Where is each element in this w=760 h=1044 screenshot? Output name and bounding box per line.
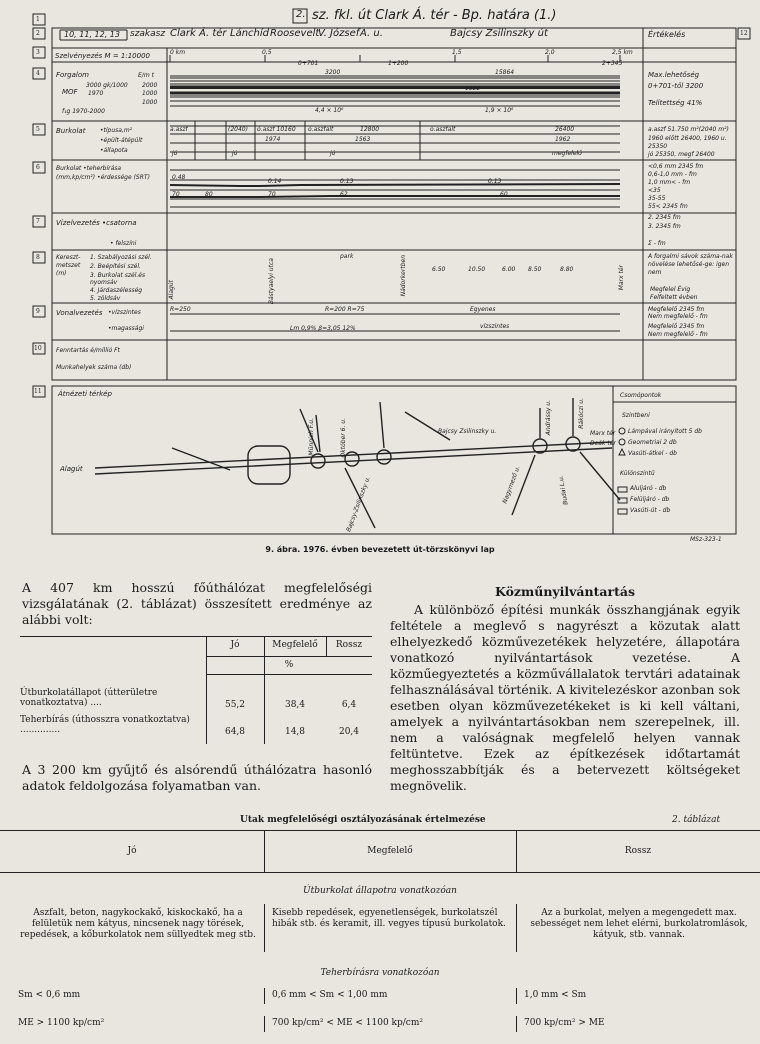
map-label: Átnézeti térkép bbox=[58, 390, 112, 398]
mof-label: MOF bbox=[62, 88, 78, 96]
legend-item: Különszintű bbox=[620, 470, 655, 477]
criteria-cell: 1,0 mm < Sm bbox=[524, 990, 587, 1000]
forgalom-unit: E/m t bbox=[138, 72, 154, 79]
col-header-rossz: Rossz bbox=[335, 640, 363, 650]
vizelvezetes-sub: • felszíni bbox=[110, 240, 137, 247]
table-row-label: Útburkolatállapot (útterületre vonatkoztatva) .... bbox=[20, 688, 158, 708]
burkolat-value: jó bbox=[172, 150, 178, 157]
forgalom-unit: 1000 bbox=[142, 90, 158, 97]
map-street: Bajcsy-Zsilinszky u. bbox=[345, 475, 372, 533]
keresztmetszet-label: Kereszt-metszet (m) bbox=[56, 254, 81, 277]
section-name: A. u. bbox=[360, 28, 383, 39]
keresztmetszet-mark: park bbox=[340, 253, 354, 260]
fenntartas-label: Fenntartás é/millió Ft bbox=[56, 347, 120, 354]
section-name: Roosevelt bbox=[270, 28, 320, 39]
forgalom-value: 15864 bbox=[495, 69, 515, 76]
section-name: Lánchíd bbox=[230, 28, 269, 39]
outro-paragraph: A 3 200 km gyűjtő és alsórendű úthálózatra hasonló adatok feldolgozása folyamatban van. bbox=[22, 762, 372, 793]
vonalvezetes-value: R=250 bbox=[170, 306, 191, 313]
map-street: Október 6. u. bbox=[340, 418, 347, 458]
teherbiras-eval: 35-55 bbox=[648, 195, 666, 202]
forgalom-value: 3200 bbox=[325, 69, 341, 76]
keresztmetszet-mark: Alagút bbox=[168, 280, 175, 300]
table-cell: 64,8 bbox=[224, 727, 246, 737]
row-number: 7 bbox=[36, 218, 40, 225]
vonalvezetes-eval: Nem megfelelő - fm bbox=[648, 331, 708, 338]
criteria-cell: ME > 1100 kp/cm² bbox=[18, 1018, 105, 1028]
teherbiras-eval: <0,6 mm 2345 fm bbox=[648, 163, 704, 170]
row-number: 11 bbox=[34, 388, 42, 395]
legend-item: Aluljáró - db bbox=[630, 485, 667, 492]
forgalom-unit: 2000 bbox=[142, 82, 158, 89]
keresztmetszet-num: 6.00 bbox=[502, 266, 516, 273]
km-tick: 1+200 bbox=[388, 60, 409, 67]
sheet-title: sz. fkl. út Clark Á. tér - Bp. határa (1.) bbox=[312, 8, 557, 23]
teherbiras-value: 62 bbox=[340, 191, 348, 198]
teherbiras-eval: <35 bbox=[648, 187, 661, 194]
burkolat-value: 1974 bbox=[265, 136, 281, 143]
teherbiras-value: 70 bbox=[268, 191, 276, 198]
fig-label: f₁g 1970-2000 bbox=[62, 108, 105, 115]
teherbiras-value: 60 bbox=[500, 191, 508, 198]
col-header-megfelelo: Megfelelő bbox=[272, 640, 318, 650]
teherbiras-eval: 0,6-1,0 mm - fm bbox=[648, 171, 697, 178]
map-street: Alagút bbox=[60, 465, 83, 473]
burkolat-value: ó.aszf 10160 bbox=[257, 126, 296, 133]
classification-table bbox=[0, 812, 760, 1044]
forgalom-eval: Max.lehetőség bbox=[648, 71, 700, 79]
keresztmetszet-mark: Marx tér bbox=[618, 265, 625, 291]
row-number: 2 bbox=[36, 30, 40, 37]
vonalvezetes-value: vízszintes bbox=[480, 323, 510, 330]
burkolat-row: •állapota bbox=[100, 147, 128, 154]
title-box-number: 2. bbox=[296, 9, 306, 20]
legend-title: Csomópontok bbox=[620, 392, 662, 399]
intro-paragraph: A 407 km hosszú főúthálózat megfelelőségi vizsgálatának (2. táblázat) összesített eredménye az alábbi volt: bbox=[22, 580, 372, 627]
keresztmetszet-item: 5. zöldsáv bbox=[90, 295, 121, 302]
teherbiras-eval: 55< 2345 fm bbox=[648, 203, 688, 210]
teherbiras-label: Burkolat •teherbírása (mm,kp/cm²) •érdessége (SRT) bbox=[56, 165, 150, 181]
forgalom-unit: 1000 bbox=[142, 99, 158, 106]
section-heading: Közműnyilvántartás bbox=[494, 584, 635, 599]
burkolat-value: a.aszf bbox=[170, 126, 188, 133]
km-tick: 2,0 bbox=[545, 49, 555, 56]
burkolat-value: ö.aszfalt bbox=[308, 126, 334, 133]
szelvenyezes-label: Szelvényezés M = 1:10000 bbox=[55, 52, 150, 60]
sheet-stamp: MSz-323-1 bbox=[690, 536, 722, 543]
section-name: Clark Á. tér bbox=[170, 28, 227, 39]
legend-item: Szintbeni bbox=[622, 412, 650, 419]
forgalom-value: 4,4 × 10⁶ bbox=[315, 107, 344, 114]
criteria-cell: 700 kp/cm² < ME < 1100 kp/cm² bbox=[272, 1018, 423, 1028]
vonalvezetes-value: Egyenes bbox=[470, 306, 496, 313]
vizelvezetes-label: Vízelvezetés •csatorna bbox=[56, 219, 137, 227]
km-tick: 0+701 bbox=[298, 60, 319, 67]
burkolat-value: ö.aszfalt bbox=[430, 126, 456, 133]
right-paragraph: A különböző építési munkák összhangjának egyik feltétele a meglevő s nagyrészt a közutak alatt elhelyezkedő közművezetékek helyzetére, állapotára vonatkozó nyilvántartások vezetése. A közműegyeztetés a közművállalatok tervtári adatainak felhasználásával történik. A kivitelezéskor azonban sok esetben olyan közművezetékeket is ki kell váltani, amelyek a nyilvántartásokban nem szerepelnek, ill. nem a valóságnak megfelelő helyen vannak feltüntetve. Ezek az építkezések időtartamát meghosszabbítják és a betervezett költségeket megnövelik. bbox=[390, 602, 740, 793]
row-number: 9 bbox=[36, 308, 40, 315]
keresztmetszet-eval: Megfelel Évig bbox=[650, 286, 691, 293]
km-tick: 0,5 bbox=[262, 49, 272, 56]
table-row-label: Teherbírás (úthosszra vonatkoztatva) .............. bbox=[20, 715, 190, 735]
legend-item: Vasúti-út - db bbox=[630, 507, 671, 514]
section-label: Útburkolat állapotra vonatkozóan bbox=[303, 886, 457, 896]
keresztmetszet-num: 8.50 bbox=[528, 266, 542, 273]
section-name: V. József bbox=[318, 28, 360, 39]
burkolat-value: 12800 bbox=[360, 126, 380, 133]
forgalom-unit: 3000 gk/1000 bbox=[86, 82, 128, 89]
vonalvezetes-sub: •magassági bbox=[108, 325, 144, 332]
teherbiras-value: 80 bbox=[205, 191, 213, 198]
km-tick: 1,5 bbox=[452, 49, 462, 56]
ertekeles-header: Értékelés bbox=[648, 30, 686, 39]
km-tick: 2+345 bbox=[602, 60, 623, 67]
keresztmetszet-mark: Nádorkertben bbox=[400, 255, 407, 297]
legend-item: Geometriai 2 db bbox=[628, 439, 677, 446]
map-street: Bajcsy Zsilinszky u. bbox=[438, 428, 497, 435]
map-street: Deák tér bbox=[590, 440, 616, 447]
row-number: 6 bbox=[36, 164, 40, 171]
forgalom-eval: Telítettség 41% bbox=[648, 99, 703, 107]
keresztmetszet-num: 6.50 bbox=[432, 266, 446, 273]
burkolat-label: Burkolat bbox=[56, 127, 86, 135]
criteria-cell: 0,6 mm < Sm < 1,00 mm bbox=[272, 990, 388, 1000]
figure-caption: 9. ábra. 1976. évben bevezetett út-törzskönyvi lap bbox=[265, 545, 495, 554]
vonalvezetes-eval: Megfelelő 2345 fm bbox=[648, 306, 705, 313]
legend-item: Lámpával irányított 5 db bbox=[628, 428, 702, 435]
burkolat-eval: 1960 előtt 26400, 1960 u. bbox=[648, 135, 727, 142]
summary-table bbox=[20, 636, 372, 748]
teherbiras-eval: 3. 2345 fm bbox=[648, 223, 681, 230]
forgalom-value: 1322 bbox=[465, 85, 481, 92]
header-megfelelo: Megfelelő bbox=[367, 846, 413, 856]
burkolat-value: jó bbox=[232, 150, 238, 157]
vonalvezetes-sub: •vízszintes bbox=[108, 309, 141, 316]
teherbiras-value: 70 bbox=[172, 191, 180, 198]
burkolat-value: jó bbox=[330, 150, 336, 157]
forgalom-eval: 0+701-től 3200 bbox=[648, 82, 704, 90]
table-cell: 55,2 bbox=[224, 700, 246, 710]
table-cell: 6,4 bbox=[341, 700, 357, 710]
section-name: Bajcsy Zsilinszky út bbox=[450, 28, 548, 39]
burkolat-value: 1563 bbox=[355, 136, 371, 143]
header-rossz: Rossz bbox=[624, 846, 652, 856]
burkolat-eval: a.aszf 51.750 m²(2040 m²) bbox=[648, 126, 729, 133]
section-label: Teherbírásra vonatkozóan bbox=[320, 968, 440, 978]
burkolat-row: •épült-átépült bbox=[100, 137, 143, 144]
row-number: 8 bbox=[36, 254, 40, 261]
szakasz-label: szakasz bbox=[130, 29, 166, 39]
criteria-cell: 700 kp/cm² > ME bbox=[524, 1018, 605, 1028]
map-street: Budai L.u. bbox=[557, 474, 570, 506]
col-header-jo: Jó bbox=[230, 640, 240, 650]
keresztmetszet-num: 8.80 bbox=[560, 266, 574, 273]
table-cell: 20,4 bbox=[338, 727, 360, 737]
forgalom-unit: 1970 bbox=[88, 90, 104, 97]
criteria-cell: Kisebb repedések, egyenetlenségek, burkolatszél hibák stb. és keramit, ill. vegyes típusú burkolatok. bbox=[272, 908, 506, 929]
criteria-cell: Aszfalt, beton, nagykockakő, kiskockakő, ha a felületük nem kátyus, nincsenek nagy törések, repedések, a kőburkolatok nem süllyedtek meg stb. bbox=[20, 908, 256, 940]
teherbiras-value: 0.48 bbox=[172, 174, 186, 181]
vizelvezetes-eval: Σ - fm bbox=[648, 240, 666, 247]
vonalvezetes-eval: Nem megfelelő - fm bbox=[648, 313, 708, 320]
map-street: Rákóczi u. bbox=[578, 398, 585, 429]
burkolat-eval: 25350 bbox=[648, 143, 668, 150]
keresztmetszet-item: 4. Járdaszélesség bbox=[90, 287, 143, 294]
teherbiras-eval: 1,0 mm< - fm bbox=[648, 179, 691, 186]
criteria-cell: Az a burkolat, melyen a megengedett max. sebességet nem lehet elérni, burkolatromlások, kátyuk, stb. vannak. bbox=[530, 908, 748, 940]
burkolat-value: 1962 bbox=[555, 136, 571, 143]
row-number: 5 bbox=[36, 126, 40, 133]
map-street: Andrássy u. bbox=[545, 400, 552, 436]
burkolat-value: megfelelő bbox=[552, 150, 582, 157]
legend-item: Vasúti-átkel - db bbox=[628, 450, 677, 457]
teherbiras-value: 0.14 bbox=[268, 178, 282, 185]
vonalvezetes-value: R=200 R=75 bbox=[325, 306, 365, 313]
table-title: Utak megfelelőségi osztályozásának értelmezése bbox=[240, 815, 486, 825]
map-street: Marx tér bbox=[590, 430, 616, 437]
km-tick: 2,5 km bbox=[612, 49, 633, 56]
map-street: Nagymező u. bbox=[501, 464, 522, 505]
keresztmetszet-eval: A forgalmi sávok száma-nak növelése lehetősé-ge: igen nem bbox=[648, 253, 733, 276]
row-number: 4 bbox=[36, 70, 40, 77]
legend-item: Felüljáró - db bbox=[630, 496, 670, 503]
teherbiras-value: 0.13 bbox=[488, 178, 502, 185]
forgalom-label: Forgalom bbox=[56, 71, 89, 79]
keresztmetszet-num: 10.50 bbox=[468, 266, 486, 273]
row-number: 1 bbox=[36, 16, 40, 23]
row-number: 12 bbox=[740, 30, 748, 37]
vonalvezetes-eval: Megfelelő 2345 fm bbox=[648, 323, 705, 330]
section-ids: 10, 11, 12, 13 bbox=[64, 30, 120, 39]
km-tick: 0 km bbox=[170, 49, 186, 56]
burkolat-value: 26400 bbox=[555, 126, 575, 133]
burkolat-row: •típusa,m² bbox=[100, 127, 133, 134]
row-number: 10 bbox=[34, 345, 42, 352]
table-number: 2. táblázat bbox=[672, 815, 721, 825]
vonalvezetes-value: Lm 0,9% β=3,05 12% bbox=[290, 325, 356, 332]
burkolat-value: (2040) bbox=[228, 126, 248, 133]
burkolat-eval: jó 25350, megf 26400 bbox=[648, 151, 715, 158]
forgalom-value: 1,9 × 10⁶ bbox=[485, 107, 514, 114]
table-cell: 14,8 bbox=[284, 727, 306, 737]
teherbiras-value: 0.13 bbox=[340, 178, 354, 185]
vizelvezetes-eval: 2. 2345 fm bbox=[648, 214, 681, 221]
keresztmetszet-item: 1. Szabályozási szél. bbox=[90, 254, 152, 261]
criteria-cell: Sm < 0,6 mm bbox=[18, 990, 81, 1000]
vonalvezetes-label: Vonalvezetés bbox=[56, 309, 103, 317]
unit-label: % bbox=[284, 660, 294, 670]
fenntartas-sub: Munkahelyek száma (db) bbox=[56, 364, 132, 371]
keresztmetszet-mark: Bástyaelyi utca bbox=[268, 258, 275, 305]
keresztmetszet-item: 3. Burkolat szél.és nyomsáv bbox=[90, 272, 146, 286]
keresztmetszet-eval: Felfeltett évben bbox=[650, 294, 698, 301]
table-cell: 38,4 bbox=[284, 700, 306, 710]
map-street: Münnich F.u. bbox=[308, 418, 315, 456]
header-jo: Jó bbox=[127, 846, 137, 856]
row-number: 3 bbox=[36, 49, 40, 56]
keresztmetszet-item: 2. Beépítési szél. bbox=[90, 263, 141, 270]
